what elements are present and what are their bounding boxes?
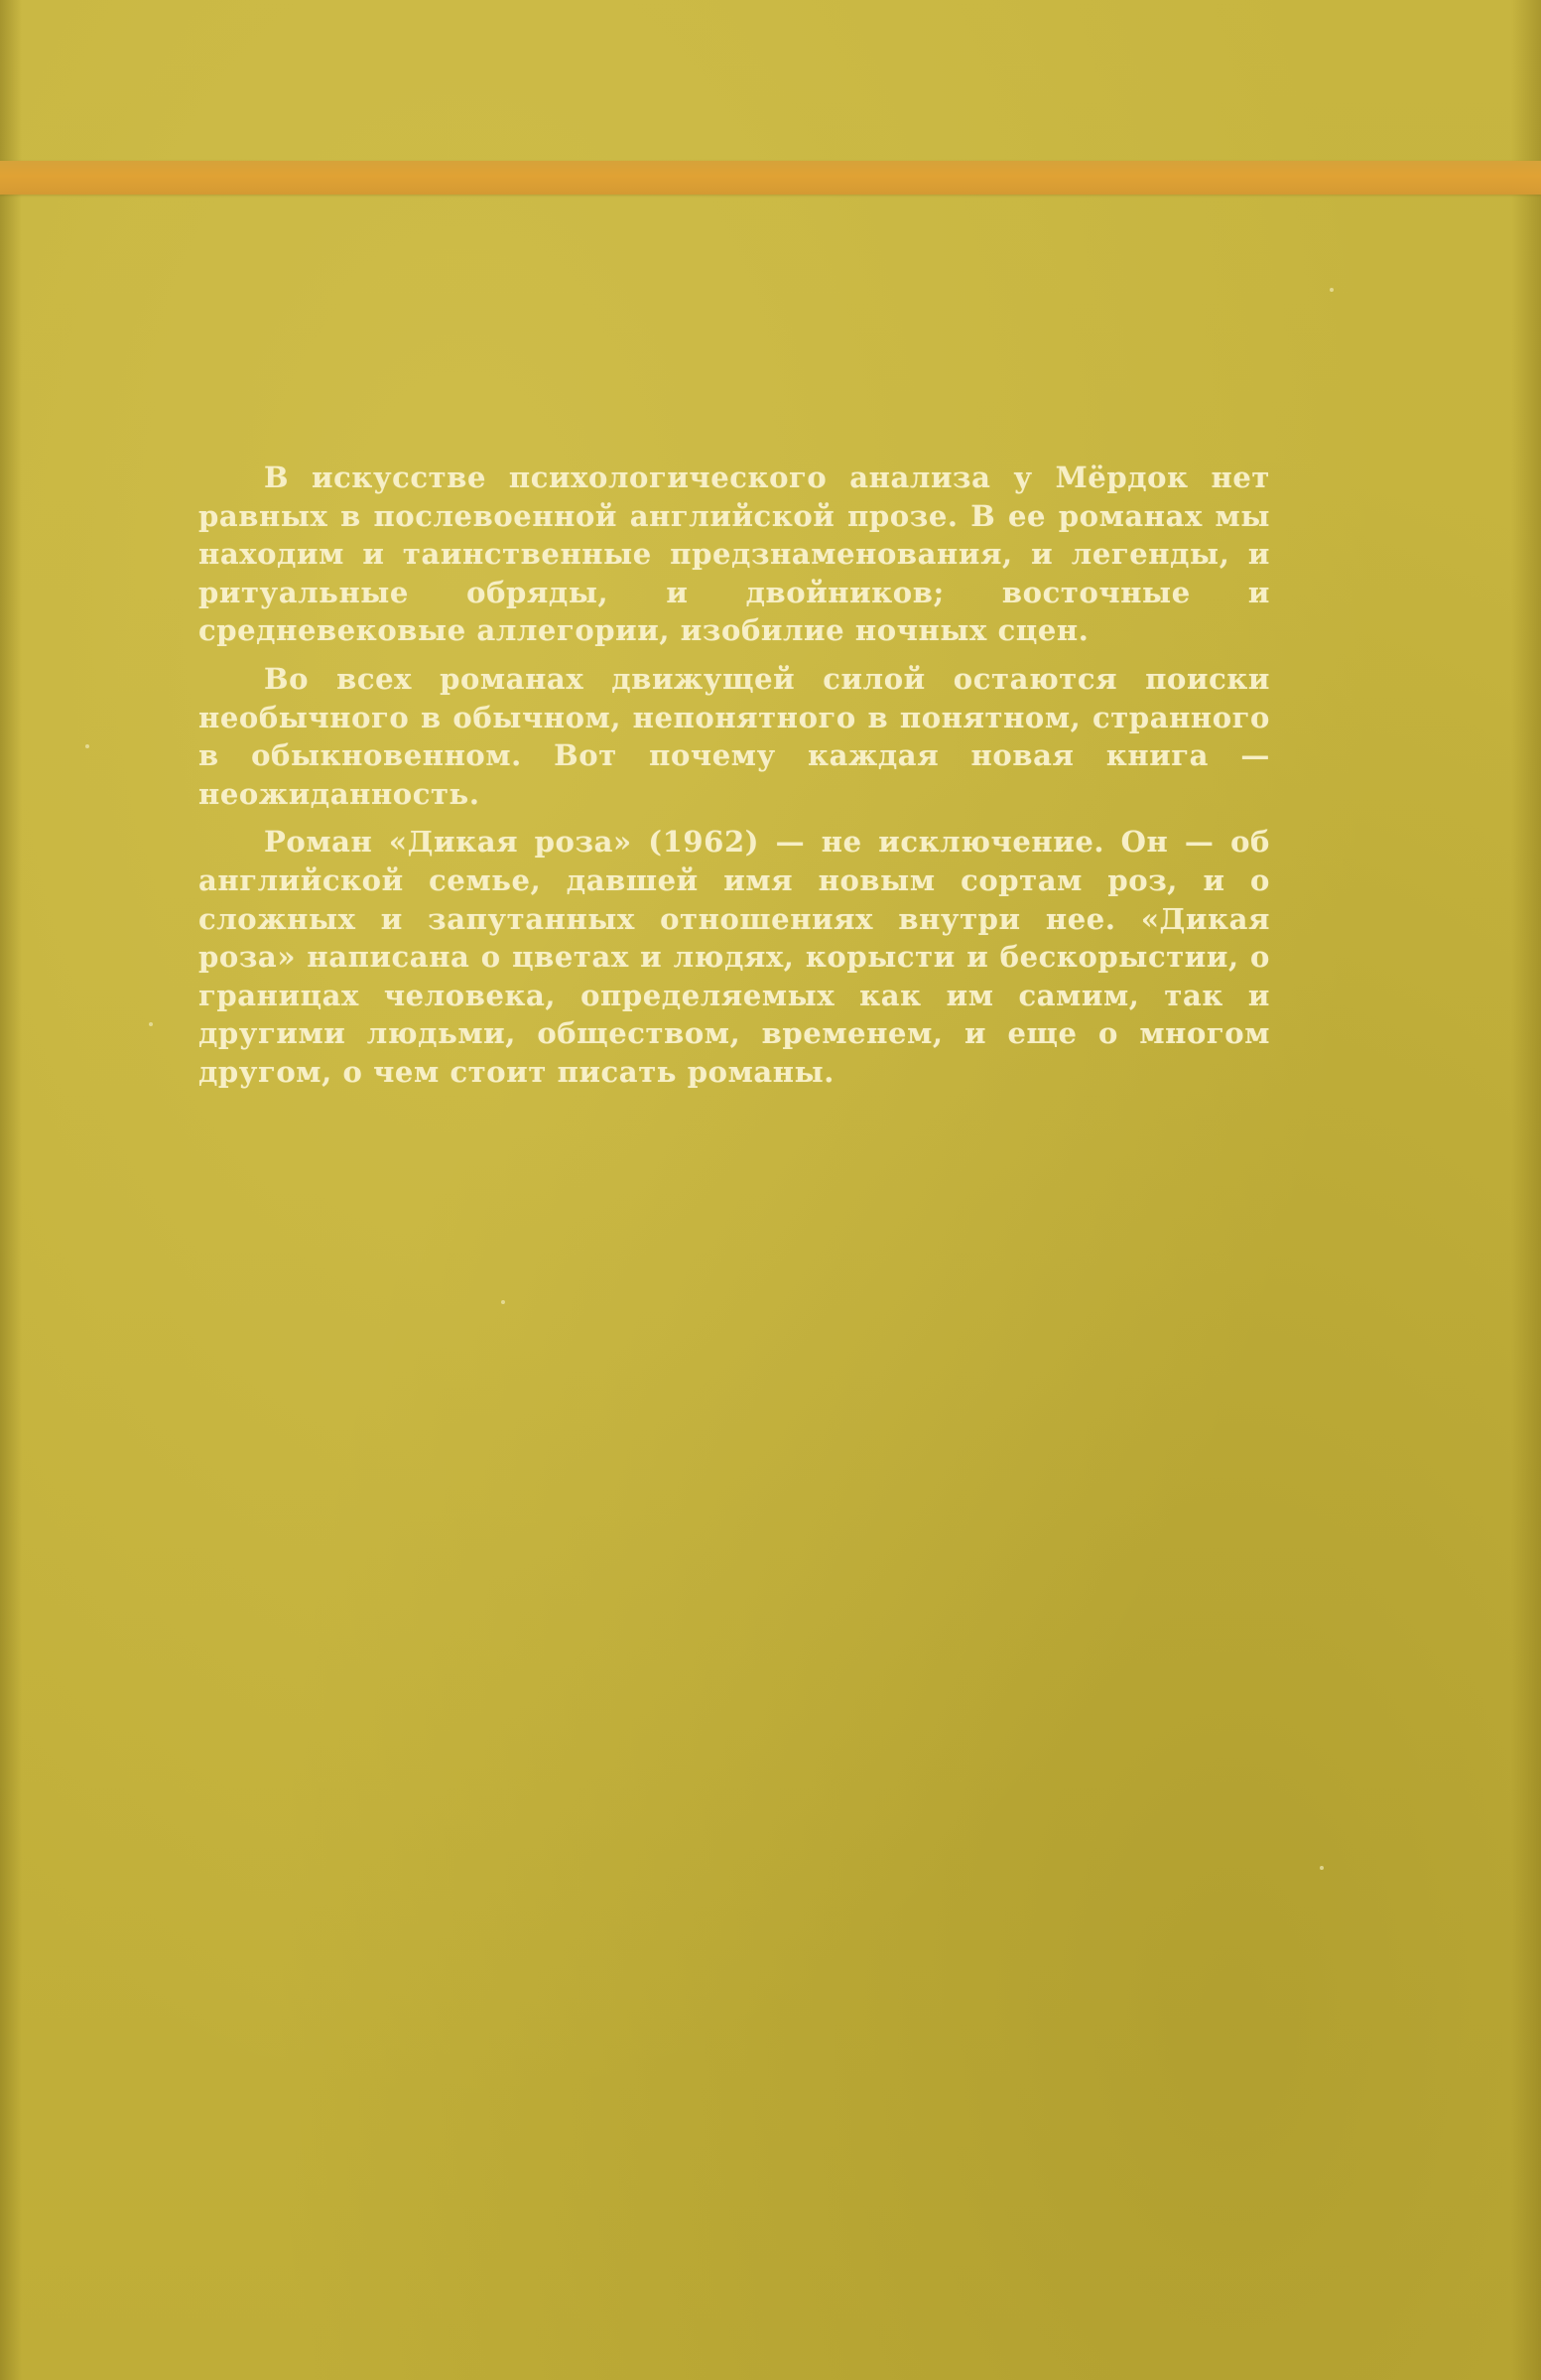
print-speck [501,1300,505,1304]
print-speck [1320,1866,1324,1870]
annotation-text-block [198,459,1270,1092]
annotation-paragraph-1: В искусстве психологического анализа у Мёрдок нет равных в послевоенной английской прозе. В ее романах мы находим и таинственные предзнаменования, и легенды, и ритуальные обряды, и двойников; восточные и средневековые аллегории, изобилие ночных сцен. [198,461,1270,648]
print-speck [85,744,89,748]
print-speck [149,1022,153,1026]
print-speck [1330,288,1334,292]
cover-right-edge-shading [1511,0,1541,2380]
annotation-paragraph-2: Во всех романах движущей силой остаются поиски необычного в обычном, непонятного в понятном, странного в обыкновенном. Вот почему каждая новая книга — неожиданность. [198,661,1270,811]
annotation-paragraph-3: Роман «Дикая роза» (1962) — не исключение. Он — об английской семье, давшей имя новым сортам роз, и о сложных и запутанных отношениях внутри нее. «Дикая роза» написана о цветах и людях, корысти и бескорыстии, о границах человека, определяемых как им самим, так и другими людьми, обществом, временем, и еще о многом другом, о чем стоит писать романы. [198,825,1270,1089]
cover-left-edge-shading [0,0,22,2380]
orange-decorative-stripe [0,161,1541,195]
